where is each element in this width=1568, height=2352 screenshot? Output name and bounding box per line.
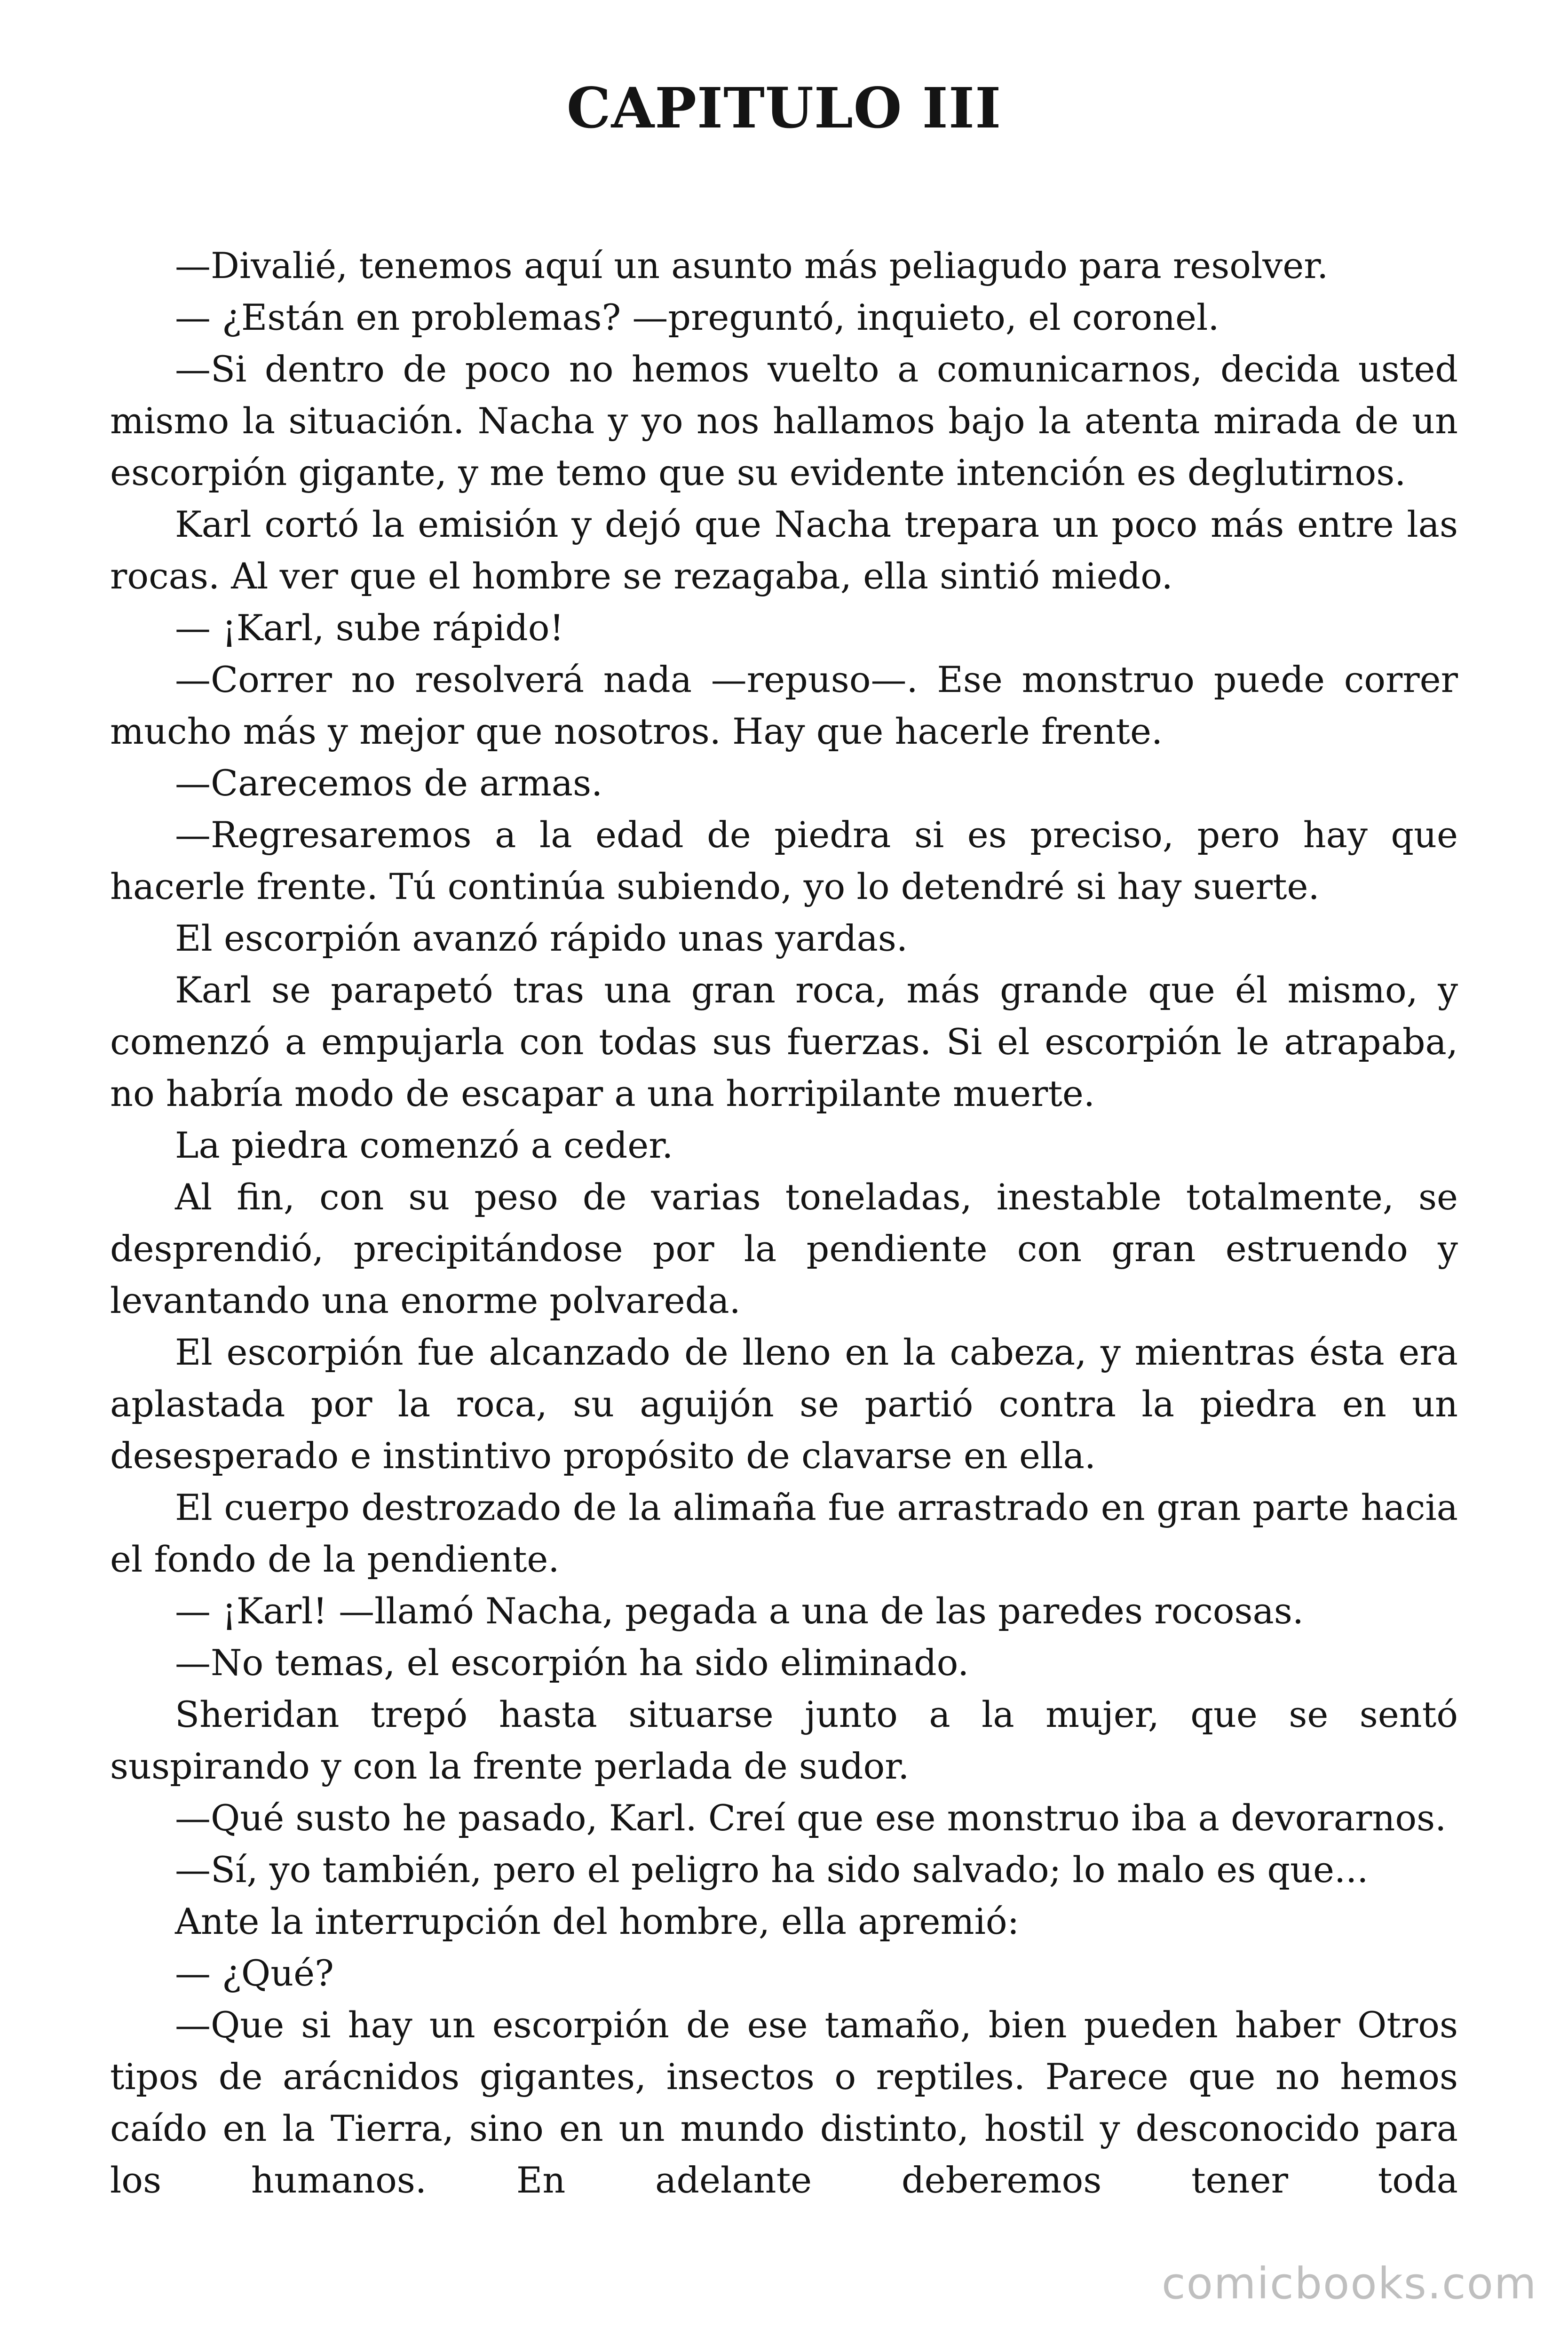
paragraph: — ¡Karl, sube rápido!: [175, 607, 564, 649]
chapter-title: CAPITULO III: [566, 75, 1002, 141]
paragraph: —Si dentro de poco no hemos vuelto a comunicarnos, decida usted mismo la situación. Nacha y yo nos hallamos bajo la atenta mirada de un escorpión gigante, y me temo que su evidente intención es deglutirnos.: [110, 348, 1458, 493]
paragraph: Sheridan trepó hasta situarse junto a la mujer, que se sentó suspirando y con la frente perlada de sudor.: [110, 1693, 1458, 1787]
paragraph: —Divalié, tenemos aquí un asunto más peliagudo para resolver.: [175, 245, 1329, 286]
paragraph: — ¿Qué?: [175, 1952, 334, 1994]
paragraph: —Regresaremos a la edad de piedra si es preciso, pero hay que hacerle frente. Tú continúa subiendo, yo lo detendré si hay suerte.: [110, 814, 1458, 907]
paragraph: —Correr no resolverá nada —repuso—. Ese monstruo puede correr mucho más y mejor que nosotros. Hay que hacerle frente.: [110, 659, 1458, 752]
paragraph: El escorpión fue alcanzado de lleno en la cabeza, y mientras ésta era aplastada por la roca, su aguijón se partió contra la piedra en un desesperado e instintivo propósito de clavarse en ella.: [110, 1331, 1458, 1477]
paragraph: Karl se parapetó tras una gran roca, más grande que él mismo, y comenzó a empujarla con todas sus fuerzas. Si el escorpión le atrapaba, no habría modo de escapar a una horripilante muerte.: [110, 969, 1458, 1114]
paragraph: — ¡Karl! —llamó Nacha, pegada a una de las paredes rocosas.: [175, 1590, 1304, 1632]
paragraph: El escorpión avanzó rápido unas yardas.: [175, 917, 908, 959]
paragraph: —Qué susto he pasado, Karl. Creí que ese monstruo iba a devorarnos.: [175, 1797, 1447, 1839]
paragraph: Al fin, con su peso de varias toneladas, inestable totalmente, se desprendió, precipitándose por la pendiente con gran estruendo y levantando una enorme polvareda.: [110, 1176, 1458, 1321]
paragraph: —Carecemos de armas.: [175, 762, 603, 804]
chapter-body: [110, 240, 1458, 2206]
paragraph: El cuerpo destrozado de la alimaña fue arrastrado en gran parte hacia el fondo de la pendiente.: [110, 1486, 1458, 1580]
paragraph: —No temas, el escorpión ha sido eliminado.: [175, 1642, 969, 1684]
paragraph: Ante la interrupción del hombre, ella apremió:: [175, 1900, 1020, 1942]
paragraph: —Sí, yo también, pero el peligro ha sido salvado; lo malo es que...: [175, 1849, 1369, 1891]
paragraph: Karl cortó la emisión y dejó que Nacha trepara un poco más entre las rocas. Al ver que el hombre se rezagaba, ella sintió miedo.: [110, 503, 1458, 597]
paragraph: — ¿Están en problemas? —preguntó, inquieto, el coronel.: [175, 296, 1220, 338]
watermark: comicbooks.com: [1162, 2258, 1537, 2309]
paragraph: La piedra comenzó a ceder.: [175, 1124, 673, 1166]
paragraph: —Que si hay un escorpión de ese tamaño, bien pueden haber Otros tipos de arácnidos gigantes, insectos o reptiles. Parece que no hemos caído en la Tierra, sino en un mundo distinto, hostil y desconocido para los humanos. En adelante deberemos tener toda: [110, 2004, 1458, 2201]
